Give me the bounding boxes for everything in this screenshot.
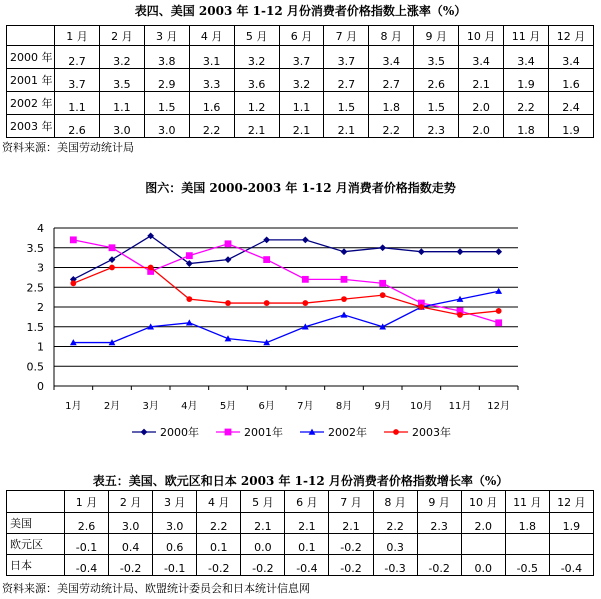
value-cell: 2.0	[459, 115, 504, 138]
value-cell: 3.8	[144, 46, 189, 69]
data-point	[495, 248, 502, 255]
value-cell: 2.1	[241, 513, 285, 534]
data-point	[109, 256, 116, 263]
value-cell: 2.6	[414, 69, 459, 92]
value-cell: 2.7	[369, 69, 414, 92]
month-header: 1 月	[55, 26, 100, 46]
chart-title: 图六：美国 2000-2003 年 1-12 月消费者价格指数走势	[145, 181, 456, 195]
y-tick-label: 1.5	[26, 320, 44, 334]
x-tick-label: 5月	[219, 401, 237, 412]
x-tick-label: 1月	[65, 401, 82, 412]
legend-label: 2000年	[160, 426, 199, 439]
value-cell: 2.1	[324, 115, 369, 138]
value-cell: 0.1	[285, 534, 329, 555]
value-cell: 2.1	[285, 513, 329, 534]
table4	[6, 25, 594, 138]
value-cell: 0.4	[109, 534, 153, 555]
value-cell: 1.9	[504, 69, 549, 92]
value-cell: 1.8	[505, 513, 549, 534]
value-cell: 1.6	[189, 92, 234, 115]
value-cell: 2.2	[369, 115, 414, 138]
row-label: 欧元区	[7, 534, 65, 555]
value-cell: 3.1	[189, 46, 234, 69]
legend-label: 2003年	[412, 426, 451, 439]
month-header: 10 月	[459, 26, 504, 46]
month-header: 2 月	[99, 26, 144, 46]
series-line-3	[73, 291, 498, 342]
value-cell: -0.2	[241, 555, 285, 576]
month-header: 12 月	[548, 26, 593, 46]
value-cell: 2.2	[373, 513, 417, 534]
legend-marker	[393, 429, 399, 435]
row-label: 日本	[7, 555, 65, 576]
value-cell: 2.3	[414, 115, 459, 138]
value-cell: 0.0	[241, 534, 285, 555]
value-cell: 0.0	[461, 555, 505, 576]
data-point	[495, 288, 502, 294]
value-cell: 1.1	[99, 92, 144, 115]
data-point	[302, 276, 309, 283]
value-cell: 3.3	[189, 69, 234, 92]
legend-marker	[141, 429, 148, 436]
value-cell: 3.2	[234, 46, 279, 69]
data-point	[379, 280, 386, 287]
month-header: 11 月	[504, 26, 549, 46]
value-cell: 2.2	[504, 92, 549, 115]
month-header: 8 月	[369, 26, 414, 46]
data-point	[495, 319, 502, 326]
y-tick-label: 1	[37, 340, 44, 354]
month-header: 1 月	[65, 491, 109, 513]
data-point	[225, 300, 231, 306]
y-tick-label: 3.5	[26, 241, 44, 255]
value-cell: 1.6	[548, 69, 593, 92]
month-header: 2 月	[109, 491, 153, 513]
value-cell: -0.2	[417, 555, 461, 576]
data-point	[109, 265, 115, 271]
value-cell: 3.7	[324, 46, 369, 69]
value-cell: 3.0	[153, 513, 197, 534]
month-header: 9 月	[414, 26, 459, 46]
value-cell: 2.0	[461, 513, 505, 534]
row-label: 2000 年	[7, 46, 55, 69]
data-point	[70, 236, 77, 243]
value-cell: 1.8	[369, 92, 414, 115]
value-cell: 1.8	[504, 115, 549, 138]
month-header: 4 月	[189, 26, 234, 46]
month-header: 6 月	[285, 491, 329, 513]
value-cell: 2.2	[197, 513, 241, 534]
month-header: 3 月	[144, 26, 189, 46]
y-tick-label: 2	[37, 301, 44, 314]
data-point	[264, 300, 270, 306]
value-cell	[417, 534, 461, 555]
data-point	[225, 256, 232, 263]
legend-label: 2001年	[244, 426, 283, 439]
corner-cell	[7, 26, 55, 46]
x-tick-label: 9月	[374, 401, 391, 412]
value-cell: 1.2	[234, 92, 279, 115]
value-cell: 1.5	[414, 92, 459, 115]
value-cell: -0.2	[329, 534, 373, 555]
table-row	[7, 92, 594, 115]
value-cell: 3.6	[234, 69, 279, 92]
x-tick-label: 4月	[181, 401, 198, 412]
data-point	[302, 300, 308, 306]
value-cell: 2.0	[459, 92, 504, 115]
x-tick-label: 3月	[142, 401, 159, 412]
value-cell: 1.9	[548, 115, 593, 138]
y-tick-label: 4	[37, 222, 44, 235]
value-cell: 3.2	[99, 46, 144, 69]
data-point	[263, 236, 270, 243]
data-point	[379, 244, 386, 251]
value-cell: 3.5	[99, 69, 144, 92]
x-tick-label: 12月	[487, 401, 511, 412]
x-tick-label: 7月	[297, 401, 314, 412]
value-cell: -0.4	[65, 555, 109, 576]
data-point	[418, 304, 424, 310]
month-header: 3 月	[153, 491, 197, 513]
value-cell: 2.1	[459, 69, 504, 92]
value-cell: 2.1	[279, 115, 324, 138]
value-cell	[549, 534, 593, 555]
month-header: 4 月	[197, 491, 241, 513]
month-header: 7 月	[324, 26, 369, 46]
table4-title: 表四、美国 2003 年 1-12 月份消费者价格指数上涨率（%）	[134, 4, 467, 18]
month-header: 11 月	[505, 491, 549, 513]
series-line-4	[73, 268, 498, 315]
value-cell: 3.4	[459, 46, 504, 69]
value-cell: 1.1	[279, 92, 324, 115]
value-cell: 2.7	[324, 69, 369, 92]
table-row	[7, 115, 594, 138]
corner-cell	[7, 491, 65, 513]
value-cell: 3.5	[414, 46, 459, 69]
x-tick-label: 11月	[448, 401, 472, 412]
month-header: 5 月	[241, 491, 285, 513]
data-point	[148, 265, 154, 271]
data-point	[496, 308, 502, 314]
value-cell: 1.5	[324, 92, 369, 115]
data-point	[341, 312, 348, 318]
value-cell: -0.2	[329, 555, 373, 576]
value-cell: 2.6	[55, 115, 100, 138]
value-cell: 0.1	[197, 534, 241, 555]
data-point	[380, 292, 386, 298]
value-cell: 2.7	[55, 46, 100, 69]
value-cell: 2.2	[189, 115, 234, 138]
month-header: 12 月	[549, 491, 593, 513]
value-cell: 2.6	[65, 513, 109, 534]
y-tick-label: 0	[37, 380, 44, 393]
series-line-1	[73, 236, 498, 279]
data-point	[457, 248, 464, 255]
row-label: 2003 年	[7, 115, 55, 138]
value-cell: -0.1	[65, 534, 109, 555]
data-point	[341, 248, 348, 255]
table-row	[7, 69, 594, 92]
table-row	[7, 555, 594, 576]
table5-title: 表五：美国、欧元区和日本 2003 年 1-12 月份消费者价格指数增长率（%）	[92, 474, 509, 488]
data-point	[457, 312, 463, 318]
y-tick-label: 3	[37, 261, 44, 275]
value-cell: 3.0	[99, 115, 144, 138]
value-cell: -0.3	[373, 555, 417, 576]
value-cell: 3.4	[369, 46, 414, 69]
data-point	[263, 256, 270, 263]
x-tick-label: 6月	[258, 401, 275, 412]
month-header: 9 月	[417, 491, 461, 513]
y-tick-label: 2.5	[26, 281, 44, 295]
data-point	[186, 252, 193, 259]
row-label: 2001 年	[7, 69, 55, 92]
table-row	[7, 513, 594, 534]
cpi-line-chart	[0, 206, 601, 450]
month-header: 7 月	[329, 491, 373, 513]
data-point	[225, 240, 232, 247]
data-point	[341, 296, 347, 302]
value-cell: 3.4	[504, 46, 549, 69]
value-cell: -0.4	[285, 555, 329, 576]
row-label: 美国	[7, 513, 65, 534]
value-cell: 2.3	[417, 513, 461, 534]
x-tick-label: 2月	[103, 401, 121, 412]
legend-marker	[225, 429, 232, 436]
value-cell: 1.9	[549, 513, 593, 534]
table5-source: 资料来源：美国劳动统计局、欧盟统计委员会和日本统计信息网	[2, 582, 310, 595]
month-header: 10 月	[461, 491, 505, 513]
value-cell: 1.1	[55, 92, 100, 115]
value-cell: 3.7	[55, 69, 100, 92]
value-cell: -0.5	[505, 555, 549, 576]
value-cell: 3.2	[279, 69, 324, 92]
month-header: 6 月	[279, 26, 324, 46]
value-cell: 0.6	[153, 534, 197, 555]
value-cell: 2.4	[548, 92, 593, 115]
value-cell: -0.1	[153, 555, 197, 576]
data-point	[70, 280, 76, 286]
row-label: 2002 年	[7, 92, 55, 115]
data-point	[186, 296, 192, 302]
value-cell	[461, 534, 505, 555]
x-tick-label: 8月	[335, 401, 353, 412]
table-row	[7, 46, 594, 69]
value-cell: 3.7	[279, 46, 324, 69]
data-point	[341, 276, 348, 283]
data-point	[302, 236, 309, 243]
value-cell: 0.3	[373, 534, 417, 555]
value-cell	[505, 534, 549, 555]
value-cell: -0.2	[109, 555, 153, 576]
value-cell: 2.9	[144, 69, 189, 92]
data-point	[418, 248, 425, 255]
y-tick-label: 0.5	[26, 360, 44, 374]
data-point	[109, 244, 116, 251]
value-cell: 3.0	[109, 513, 153, 534]
value-cell: -0.2	[197, 555, 241, 576]
table-row	[7, 534, 594, 555]
month-header: 8 月	[373, 491, 417, 513]
value-cell: 1.5	[144, 92, 189, 115]
legend-label: 2002年	[328, 426, 367, 439]
month-header: 5 月	[234, 26, 279, 46]
value-cell: -0.4	[549, 555, 593, 576]
table-header-row	[7, 491, 594, 513]
value-cell: 2.1	[234, 115, 279, 138]
table5	[6, 490, 594, 576]
table-header-row	[7, 26, 594, 46]
table4-source: 资料来源：美国劳动统计局	[2, 141, 134, 154]
value-cell: 3.4	[548, 46, 593, 69]
x-tick-label: 10月	[409, 401, 433, 412]
value-cell: 2.1	[329, 513, 373, 534]
value-cell: 3.0	[144, 115, 189, 138]
